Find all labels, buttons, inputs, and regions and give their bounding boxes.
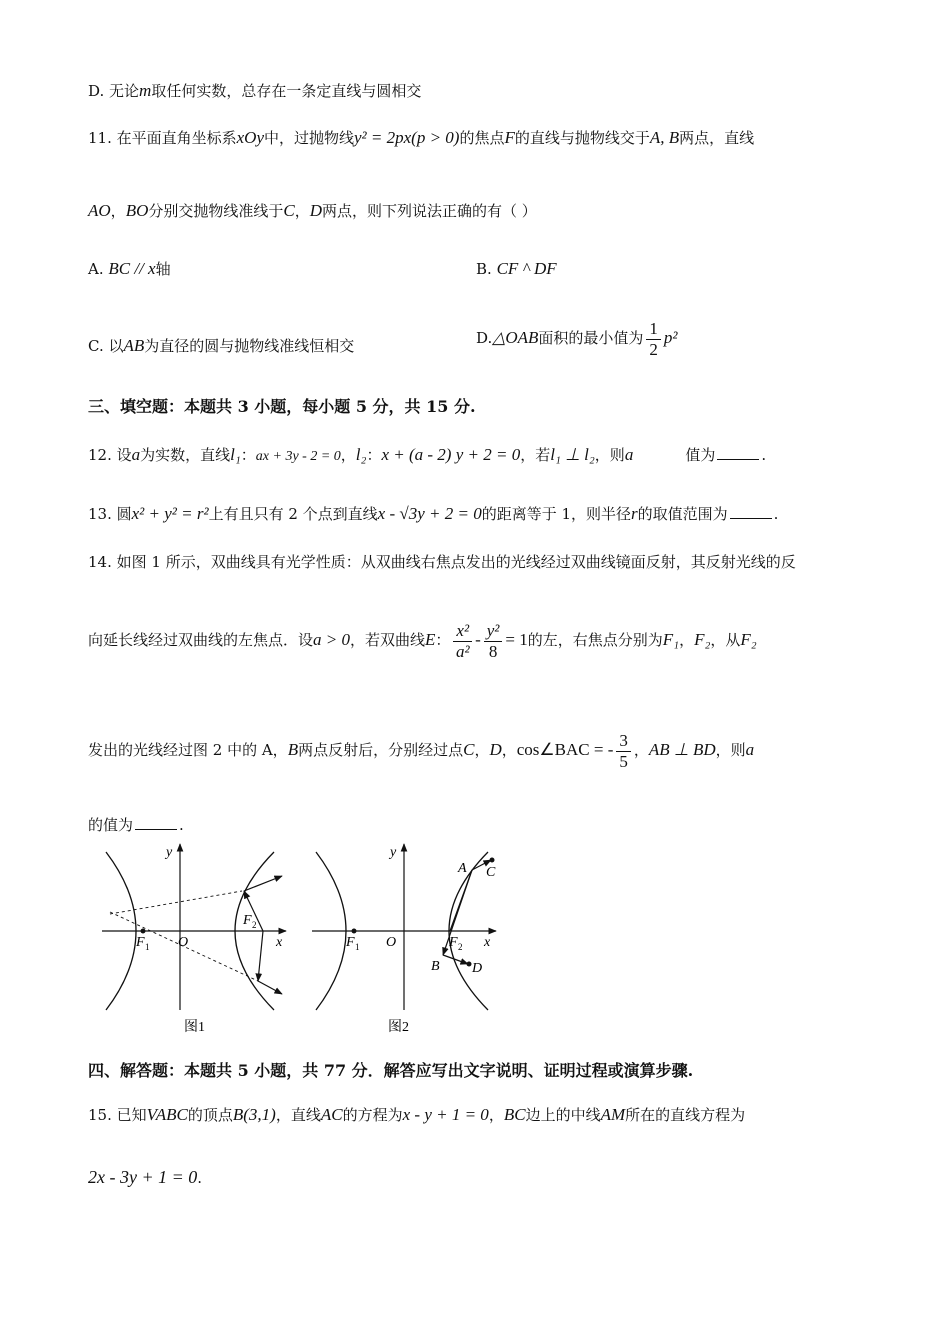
text: 的值为 — [88, 816, 134, 834]
question-number: 15. 已知 — [88, 1106, 147, 1124]
text: 所在的直线方程为 — [625, 1106, 746, 1124]
x-label: x — [484, 935, 491, 950]
math: p² — [663, 328, 678, 347]
q14-line3 — [88, 730, 754, 772]
q11-stem-line2: AO，BO分别交抛物线准线于C，D两点，则下列说法正确的有（ ） — [88, 201, 537, 220]
math: F₂ — [694, 630, 711, 649]
q12 — [88, 444, 766, 468]
math-ao: AO — [88, 201, 111, 220]
option-text: 为直径的圆与抛物线准线恒相交 — [144, 337, 355, 355]
question-number: 12. 设 — [88, 446, 132, 464]
figure-2 — [312, 844, 496, 1035]
math-points: A, B — [649, 128, 680, 147]
numerator: x² — [453, 621, 472, 642]
text: 的方程为 — [342, 1106, 403, 1124]
math: F₂ — [740, 630, 757, 649]
answer-blank[interactable] — [717, 445, 759, 460]
fraction-y — [484, 621, 503, 662]
denominator: 5 — [619, 751, 628, 771]
numerator: 1 — [646, 319, 661, 340]
answer-blank[interactable] — [135, 815, 177, 830]
option-text: 面积的最小值为 — [538, 329, 644, 347]
f1-label: F — [136, 935, 145, 950]
section-4-title: 四、解答题：本题共 5 小题，共 77 分．解答应写出文字说明、证明过程或演算步骤. — [88, 1061, 694, 1080]
text: ， — [679, 631, 695, 649]
text: ： — [366, 446, 382, 464]
point-d-label: D — [472, 961, 483, 976]
text: ， — [488, 1106, 504, 1124]
text: 的距离等于 1，则半径 — [481, 505, 632, 523]
f2-subscript: 2 — [252, 920, 257, 930]
text: 为实数，直线 — [140, 446, 231, 464]
text: ，若双曲线 — [350, 631, 426, 649]
origin-label: O — [386, 935, 397, 950]
math: cos∠BAC = - — [516, 740, 614, 759]
x-label: x — [276, 935, 283, 950]
text: 两点，则下列说法正确的有（ ） — [322, 202, 537, 220]
math-focus: F — [504, 128, 515, 147]
text: 的顶点 — [187, 1106, 233, 1124]
q11-option-d — [476, 318, 678, 360]
math: B — [287, 740, 299, 759]
option-text: 取任何实数，总存在一条定直线与圆相交 — [151, 82, 422, 100]
math: AC — [320, 1105, 343, 1124]
text: ： — [240, 446, 256, 464]
text: 发出的光线经过图 2 中的 A， — [88, 741, 288, 759]
text: 的左，右焦点分别为 — [527, 631, 663, 649]
ray-f2-down — [258, 931, 263, 981]
math: x + (a - 2) y + 2 = 0 — [381, 445, 521, 464]
answer-blank[interactable] — [730, 504, 772, 519]
math: ax + 3y - 2 = 0 — [255, 449, 341, 464]
q14-line4 — [88, 814, 184, 836]
math: VABC — [146, 1105, 188, 1124]
math-coord: xOy — [236, 128, 264, 147]
text: 两点反射后，分别经过点 — [298, 741, 464, 759]
figure-2-caption: 图2 — [388, 1020, 409, 1035]
text: 的焦点 — [459, 129, 505, 147]
math: CF ^ DF — [496, 259, 557, 278]
text: 的取值范围为 — [637, 505, 728, 523]
hyperbola-figures — [98, 838, 518, 1043]
q11-option-b — [476, 258, 557, 280]
origin-label: O — [178, 935, 189, 950]
fraction-cos — [616, 731, 631, 772]
math: D — [489, 740, 502, 759]
text: 边上的中线 — [525, 1106, 601, 1124]
y-label: y — [390, 845, 397, 860]
math: r — [631, 504, 638, 523]
option-label: C. 以 — [88, 337, 124, 355]
q10-option-d — [88, 80, 421, 102]
math: x² + y² = r² — [131, 504, 209, 523]
option-text: 轴 — [155, 260, 171, 278]
f2-label: F — [449, 935, 458, 950]
text: ，从 — [710, 631, 741, 649]
y-label: y — [166, 845, 173, 860]
math: a — [624, 445, 634, 464]
math: l₁ ⊥ l₂ — [550, 445, 595, 464]
point-c — [490, 858, 495, 863]
text: 向延长线经过双曲线的左焦点．设 — [88, 631, 314, 649]
point-b-label: B — [431, 959, 440, 974]
figure-1 — [102, 844, 286, 1035]
f2-subscript: 2 — [458, 942, 463, 952]
text: 上有且只有 2 个点到直线 — [208, 505, 378, 523]
q11-stem-line1 — [88, 127, 754, 149]
option-label: D. 无论 — [88, 82, 140, 100]
f1-label: F — [346, 935, 355, 950]
point-c-label: C — [486, 865, 496, 880]
math: = 1 — [505, 630, 528, 649]
math: a > 0 — [313, 630, 350, 649]
text: 值为 — [685, 446, 716, 464]
q11-option-a — [88, 258, 171, 280]
math: BC — [503, 1105, 526, 1124]
text: . — [773, 505, 779, 523]
point-d — [467, 962, 472, 967]
math: △OAB — [492, 328, 539, 347]
math: - — [475, 630, 481, 649]
f1-subscript: 1 — [145, 942, 150, 952]
math: C — [463, 740, 475, 759]
text: ，若 — [520, 446, 551, 464]
q15-line2 — [88, 1166, 202, 1189]
math: AM — [600, 1105, 626, 1124]
f2-label: F — [243, 913, 252, 928]
point-a-label: A — [458, 861, 467, 876]
text: ， — [340, 446, 356, 464]
math: 2x - 3y + 1 = 0 — [88, 1167, 198, 1187]
text: . — [197, 1169, 203, 1187]
text: ， — [633, 741, 649, 759]
text: . — [179, 816, 184, 834]
math: a — [745, 740, 755, 759]
math: B(3,1) — [232, 1105, 276, 1124]
math-bo: BO — [125, 201, 149, 220]
math: E — [425, 630, 436, 649]
figure-1-caption: 图1 — [184, 1020, 205, 1035]
fraction-x — [453, 621, 472, 662]
q11-option-c — [88, 335, 354, 357]
text: 中，过抛物线 — [264, 129, 355, 147]
math-d: D — [309, 201, 323, 220]
math: F₁ — [662, 630, 680, 649]
text: ，则 — [715, 741, 746, 759]
question-number: 11. 在平面直角坐标系 — [88, 129, 237, 147]
numerator: 3 — [616, 731, 631, 752]
option-label: A. — [88, 260, 104, 278]
q13 — [88, 503, 778, 525]
denominator: a² — [455, 641, 470, 661]
q14-line2 — [88, 620, 757, 662]
math: BC // x — [108, 259, 156, 278]
q14-line1: 14. 如图 1 所示，双曲线具有光学性质：从双曲线右焦点发出的光线经过双曲线镜面反射，其反射光线的反 — [88, 553, 796, 571]
math-c: C — [283, 201, 295, 220]
text: . — [761, 446, 767, 464]
math: x - y + 1 = 0 — [402, 1105, 489, 1124]
denominator: 8 — [488, 641, 498, 661]
text: ： — [435, 631, 451, 649]
focus-f1 — [352, 929, 357, 934]
text: 分别交抛物线准线于 — [148, 202, 284, 220]
math-var: m — [139, 81, 152, 100]
math: AB ⊥ BD — [648, 740, 716, 759]
text: ，直线 — [275, 1106, 321, 1124]
text: ， — [474, 741, 490, 759]
math: AB — [123, 336, 145, 355]
q15-line1 — [88, 1104, 745, 1126]
section-3-title: 三、填空题：本题共 3 小题，每小题 5 分，共 15 分. — [88, 397, 476, 416]
question-number: 13. 圆 — [88, 505, 132, 523]
math: l₁ — [230, 445, 241, 464]
f1-subscript: 1 — [355, 942, 360, 952]
text: ， — [501, 741, 517, 759]
focus-f1 — [141, 929, 146, 934]
option-label: D. — [476, 329, 493, 347]
text: 两点，直线 — [679, 129, 755, 147]
text: 的直线与抛物线交于 — [514, 129, 650, 147]
math: l₂ — [355, 445, 367, 464]
denominator: 2 — [649, 339, 658, 359]
math-parabola: y² = 2px(p > 0) — [354, 128, 460, 147]
reflect-down — [258, 981, 282, 994]
math: a — [131, 445, 141, 464]
text: ，则 — [594, 446, 625, 464]
option-label: B. — [476, 260, 492, 278]
numerator: y² — [484, 621, 503, 642]
math: x - √3y + 2 = 0 — [377, 504, 482, 523]
fraction — [646, 319, 661, 360]
